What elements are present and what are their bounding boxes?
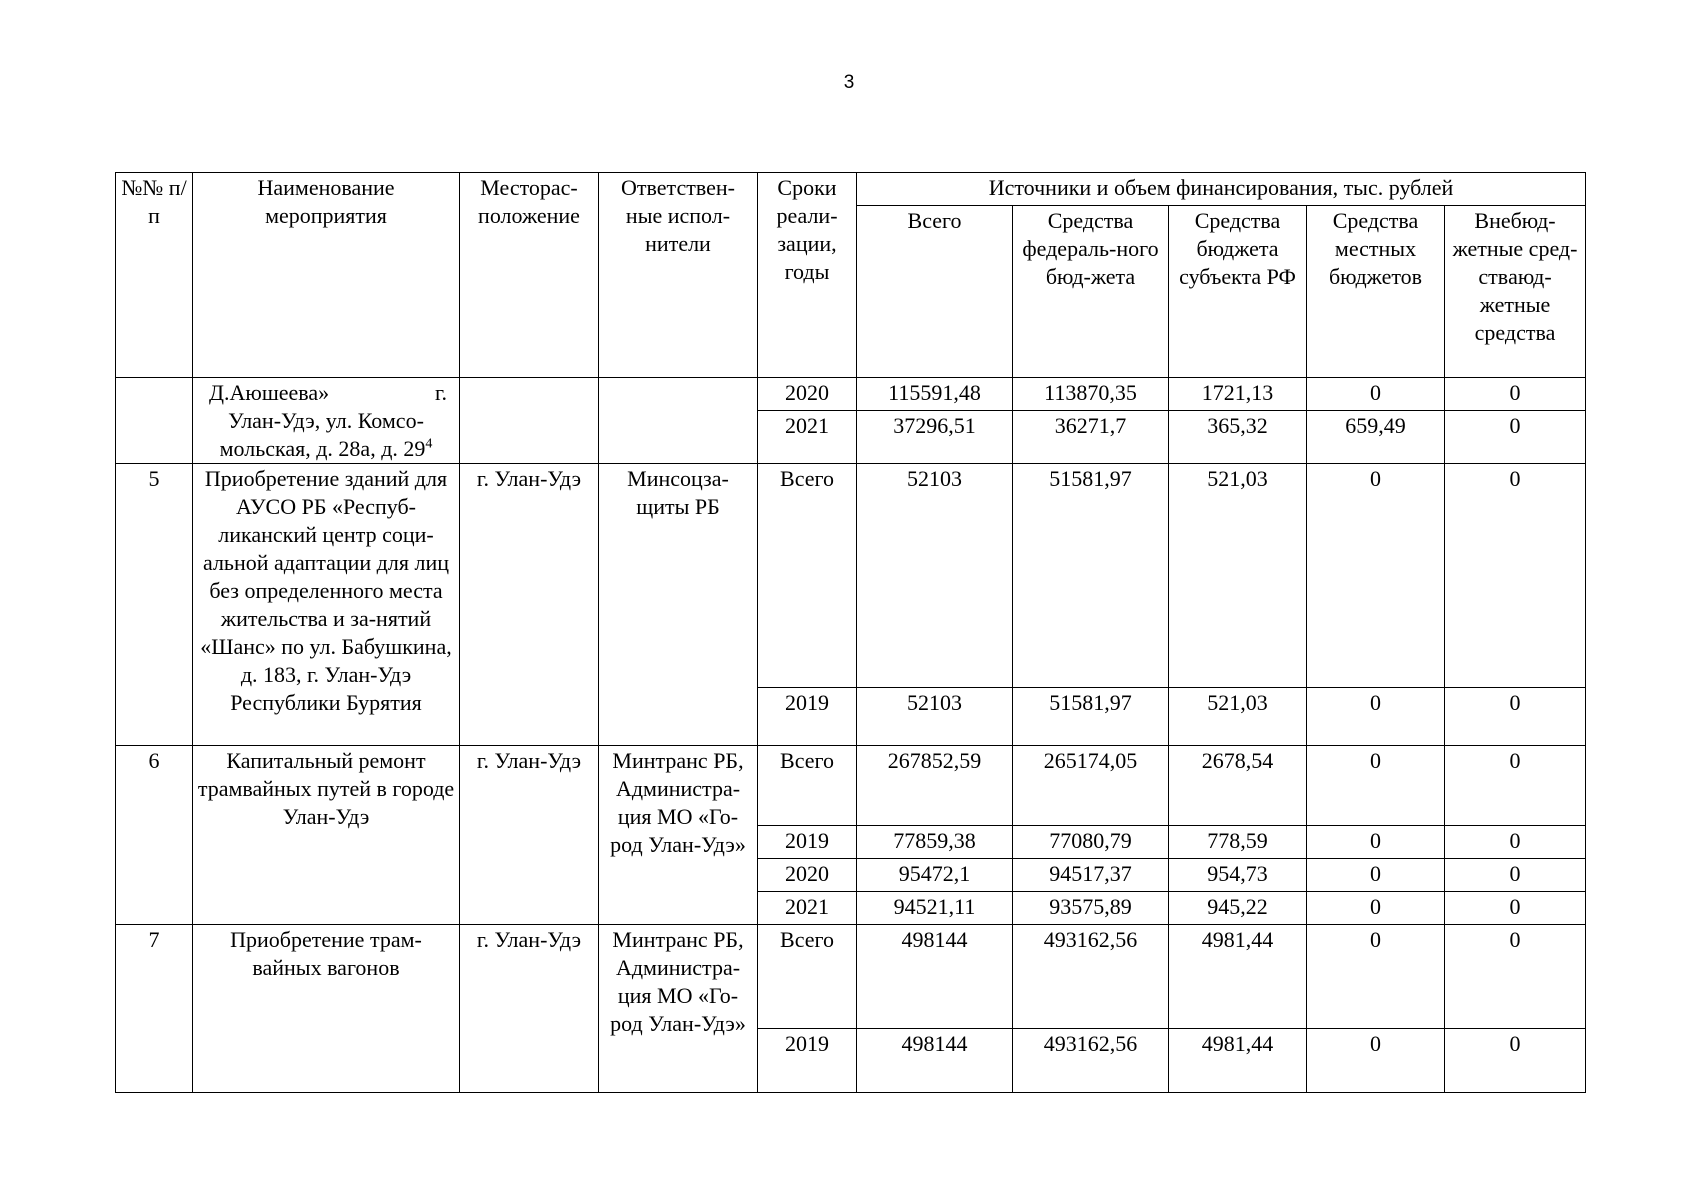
total-cell: 498144 bbox=[857, 925, 1013, 1029]
row-num: 6 bbox=[116, 746, 193, 925]
header-extrabudget: Внебюд-жетные сред-ствaюд-жетные средства bbox=[1445, 206, 1586, 378]
header-regional: Средства бюджета субъекта РФ bbox=[1169, 206, 1307, 378]
local-cell: 0 bbox=[1307, 1029, 1445, 1093]
local-cell: 659,49 bbox=[1307, 411, 1445, 464]
federal-cell: 113870,35 bbox=[1013, 378, 1169, 411]
federal-cell: 265174,05 bbox=[1013, 746, 1169, 826]
regional-cell: 1721,13 bbox=[1169, 378, 1307, 411]
row-name bbox=[193, 378, 460, 464]
row-executors bbox=[599, 378, 758, 464]
local-cell: 0 bbox=[1307, 378, 1445, 411]
row-location bbox=[460, 378, 599, 464]
table-row bbox=[116, 925, 1586, 1029]
row-location: г. Улан-Удэ bbox=[460, 746, 599, 925]
total-cell: 115591,48 bbox=[857, 378, 1013, 411]
header-total: Всего bbox=[857, 206, 1013, 378]
local-cell: 0 bbox=[1307, 688, 1445, 746]
total-cell: 37296,51 bbox=[857, 411, 1013, 464]
row-num: 7 bbox=[116, 925, 193, 1093]
extra-cell: 0 bbox=[1445, 746, 1586, 826]
header-federal: Средства федераль-ного бюд-жета bbox=[1013, 206, 1169, 378]
local-cell: 0 bbox=[1307, 746, 1445, 826]
total-cell: 498144 bbox=[857, 1029, 1013, 1093]
extra-cell: 0 bbox=[1445, 464, 1586, 688]
header-location: Месторас-положение bbox=[460, 173, 599, 378]
row-name-line1: Д.Аюшеева» bbox=[209, 380, 330, 405]
year-cell: Всего bbox=[758, 464, 857, 688]
row-executors: Минсоцза-щиты РБ bbox=[599, 464, 758, 746]
total-cell: 267852,59 bbox=[857, 746, 1013, 826]
year-cell: Всего bbox=[758, 746, 857, 826]
year-cell: 2020 bbox=[758, 378, 857, 411]
row-name-line1-right: г. bbox=[434, 380, 447, 405]
federal-cell: 77080,79 bbox=[1013, 826, 1169, 859]
total-cell: 77859,38 bbox=[857, 826, 1013, 859]
federal-cell: 493162,56 bbox=[1013, 1029, 1169, 1093]
header-name: Наименование мероприятия bbox=[193, 173, 460, 378]
year-cell: 2021 bbox=[758, 411, 857, 464]
header-row bbox=[116, 173, 1586, 206]
year-cell: 2019 bbox=[758, 688, 857, 746]
extra-cell: 0 bbox=[1445, 925, 1586, 1029]
extra-cell: 0 bbox=[1445, 826, 1586, 859]
financing-table bbox=[115, 172, 1586, 1093]
total-cell: 95472,1 bbox=[857, 859, 1013, 892]
row-location: г. Улан-Удэ bbox=[460, 925, 599, 1093]
regional-cell: 4981,44 bbox=[1169, 1029, 1307, 1093]
row-name: Капитальный ремонт трамвайных путей в городе Улан-Удэ bbox=[193, 746, 460, 925]
row-num bbox=[116, 378, 193, 464]
local-cell: 0 bbox=[1307, 859, 1445, 892]
year-cell: 2019 bbox=[758, 826, 857, 859]
row-name: Приобретение трам-вайных вагонов bbox=[193, 925, 460, 1093]
extra-cell: 0 bbox=[1445, 411, 1586, 464]
federal-cell: 51581,97 bbox=[1013, 464, 1169, 688]
regional-cell: 778,59 bbox=[1169, 826, 1307, 859]
table-row bbox=[116, 746, 1586, 826]
header-executors: Ответствен-ные испол-нители bbox=[599, 173, 758, 378]
extra-cell: 0 bbox=[1445, 688, 1586, 746]
page-number: 3 bbox=[843, 72, 855, 93]
row-num: 5 bbox=[116, 464, 193, 746]
federal-cell: 36271,7 bbox=[1013, 411, 1169, 464]
regional-cell: 2678,54 bbox=[1169, 746, 1307, 826]
extra-cell: 0 bbox=[1445, 378, 1586, 411]
federal-cell: 51581,97 bbox=[1013, 688, 1169, 746]
row-executors: Минтранс РБ, Администра-ция МО «Го-род Улан-Удэ» bbox=[599, 746, 758, 925]
regional-cell: 521,03 bbox=[1169, 464, 1307, 688]
row-executors: Минтранс РБ, Администра-ция МО «Го-род Улан-Удэ» bbox=[599, 925, 758, 1093]
year-cell: 2021 bbox=[758, 892, 857, 925]
total-cell: 94521,11 bbox=[857, 892, 1013, 925]
header-local: Средства местных бюджетов bbox=[1307, 206, 1445, 378]
regional-cell: 945,22 bbox=[1169, 892, 1307, 925]
table-row bbox=[116, 464, 1586, 688]
federal-cell: 94517,37 bbox=[1013, 859, 1169, 892]
year-cell: 2020 bbox=[758, 859, 857, 892]
row-name-rest: Улан-Удэ, ул. Комсо-мольская, д. 28а, д. 29 bbox=[219, 408, 426, 461]
regional-cell: 365,32 bbox=[1169, 411, 1307, 464]
total-cell: 52103 bbox=[857, 688, 1013, 746]
total-cell: 52103 bbox=[857, 464, 1013, 688]
extra-cell: 0 bbox=[1445, 1029, 1586, 1093]
federal-cell: 493162,56 bbox=[1013, 925, 1169, 1029]
header-num: №№ п/п bbox=[116, 173, 193, 378]
header-sources: Источники и объем финансирования, тыс. рублей bbox=[857, 173, 1586, 206]
local-cell: 0 bbox=[1307, 826, 1445, 859]
local-cell: 0 bbox=[1307, 892, 1445, 925]
regional-cell: 521,03 bbox=[1169, 688, 1307, 746]
local-cell: 0 bbox=[1307, 925, 1445, 1029]
year-cell: Всего bbox=[758, 925, 857, 1029]
row-location: г. Улан-Удэ bbox=[460, 464, 599, 746]
extra-cell: 0 bbox=[1445, 859, 1586, 892]
regional-cell: 954,73 bbox=[1169, 859, 1307, 892]
local-cell: 0 bbox=[1307, 464, 1445, 688]
row-name-sup: 4 bbox=[425, 436, 433, 452]
regional-cell: 4981,44 bbox=[1169, 925, 1307, 1029]
table-row bbox=[116, 378, 1586, 411]
row-name: Приобретение зданий для АУСО РБ «Респуб-ликанский центр соци-альной адаптации для лиц без определенного места жительства и за-нятий «Шанс» по ул. Бабушкина, д. 183, г. Улан-Удэ Республики Бурятия bbox=[193, 464, 460, 746]
year-cell: 2019 bbox=[758, 1029, 857, 1093]
federal-cell: 93575,89 bbox=[1013, 892, 1169, 925]
extra-cell: 0 bbox=[1445, 892, 1586, 925]
header-terms: Сроки реали-зации, годы bbox=[758, 173, 857, 378]
